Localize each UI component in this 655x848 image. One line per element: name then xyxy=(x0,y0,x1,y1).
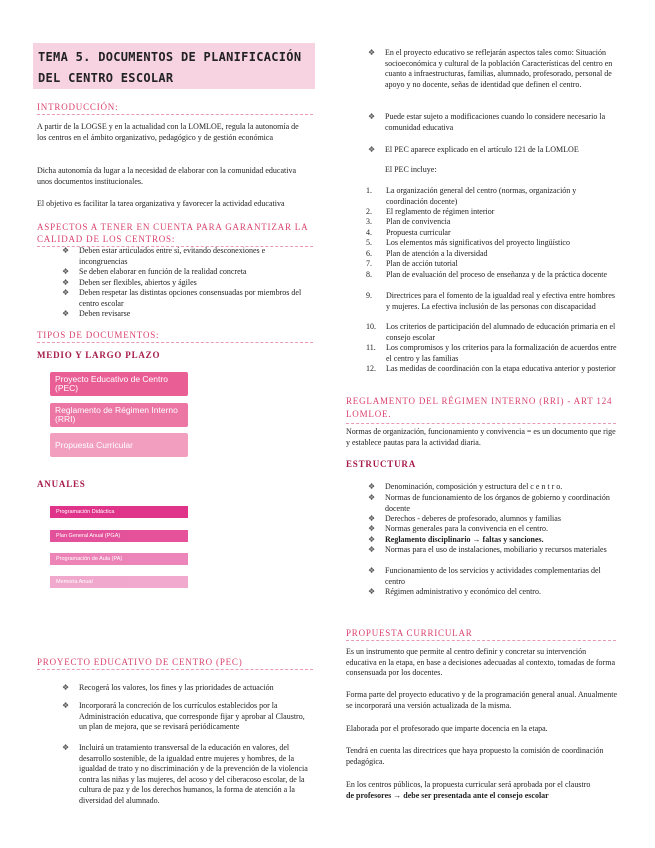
box-pec: Proyecto Educativo de Centro (PEC) xyxy=(50,372,188,396)
numbered-item: 12. Las medidas de coordinación con la etapa educativa anterior y posterior xyxy=(366,364,616,373)
list-item: ❖ Recogerá los valores, los fines y las prioridades de actuación xyxy=(62,683,274,692)
tipos-heading: TIPOS DE DOCUMENTOS: xyxy=(37,330,313,343)
intro-heading: INTRODUCCIÓN: xyxy=(37,102,313,115)
numbered-item: 2. El reglamento de régimen interior xyxy=(366,207,495,216)
list-item: ❖ Deben ser flexibles, abiertos y ágiles xyxy=(62,278,197,287)
list-item: ❖ Deben respetar las distintas opciones consensuadas por miembros del centro escolar xyxy=(62,288,302,308)
list-item: ❖ Reglamento disciplinario → faltas y sanciones. xyxy=(368,535,544,544)
propuesta-paragraph-5: En los centros públicos, la propuesta curricular será aprobada por el claustro xyxy=(346,780,591,789)
medio-heading: MEDIO Y LARGO PLAZO xyxy=(37,350,161,360)
numbered-item: 11. Los compromisos y los criterios para la formalización de acuerdos entre el centro y las familias xyxy=(366,343,617,363)
list-item: ❖ Deben estar articulados entre sí, evitando desconexiones e incongruencias xyxy=(62,246,266,266)
numbered-item: 1. La organización general del centro (normas, organización y coordinación docente) xyxy=(366,186,577,206)
pec-heading: PROYECTO EDUCATIVO DE CENTRO (PEC) xyxy=(37,657,313,670)
list-item: ❖ Régimen administrativo y económico del centro. xyxy=(368,587,541,596)
propuesta-paragraph-1: Es un instrumento que permite al centro definir y concretar su intervención educativa en la etapa, en base a decisiones adecuadas al contexto, tomadas de forma consensuada por los docentes. xyxy=(346,647,615,677)
list-item: ❖ Derechos - deberes de profesorado, alumnos y familias xyxy=(368,514,561,523)
box-rri: Reglamento de Régimen Interno (RRI) xyxy=(50,403,188,427)
propuesta-paragraph-3: Elaborada por el profesorado que imparte docencia en la etapa. xyxy=(346,724,548,733)
list-item: ❖ Denominación, composición y estructura del c e n t r o. xyxy=(368,482,563,491)
intro-paragraph-2: Dicha autonomía da lugar a la necesidad de elaborar con la comunidad educativa unos documentos institucionales. xyxy=(37,166,296,186)
numbered-item: 4. Propuesta curricular xyxy=(366,228,451,237)
list-item: ❖ Incluirá un tratamiento transversal de la educación en valores, del desarrollo sostenible, de la igualdad entre mujeres y hombres, de la igualdad de trato y no discriminación y de la prevención de la violencia contra las niñas y las mujeres, del acoso y del ciberacoso escolar, de la cultura de paz y de los derechos humanos, la forma de atención a la diversidad del alumnado. xyxy=(62,743,308,805)
propuesta-paragraph-2: Forma parte del proyecto educativo y de la programación general anual. Anualmente se incorporará una versión actualizada de la misma. xyxy=(346,690,618,710)
propuesta-paragraph-5b: de profesores → debe ser presentada ante el consejo escolar xyxy=(346,791,549,800)
list-item: ❖ En el proyecto educativo se reflejarán aspectos tales como: Situación socioeconómica y cultural de la población Características del centro en cuanto a infraestructuras, familias, alumnado, profesorado, personal de apoyo y no docente, señas de identidad que definen el centro. xyxy=(368,48,613,89)
list-item: ❖ El PEC aparece explicado en el artículo 121 de la LOMLOE xyxy=(368,145,579,154)
list-item: ❖ Normas de funcionamiento de los órganos de gobierno y coordinación docente xyxy=(368,493,610,513)
numbered-item: 7. Plan de acción tutorial xyxy=(366,259,458,268)
bar-pga: Plan General Anual (PGA) xyxy=(50,530,188,542)
bar-memoria: Memoria Anual xyxy=(50,576,188,588)
numbered-item: 10. Los criterios de participación del alumnado de educación primaria en el consejo escolar xyxy=(366,322,616,342)
propuesta-heading: PROPUESTA CURRICULAR xyxy=(346,628,616,641)
estructura-heading: ESTRUCTURA xyxy=(346,459,417,469)
intro-paragraph-3: El objetivo es facilitar la tarea organizativa y favorecer la actividad educativa xyxy=(37,199,285,208)
rri-text: Normas de organización, funcionamiento y convivencia = es un documento que rige y establece pautas para la actividad diaria. xyxy=(346,427,616,447)
numbered-item: 8. Plan de evaluación del proceso de enseñanza y de la práctica docente xyxy=(366,270,608,279)
aspectos-heading: ASPECTOS A TENER EN CUENTA PARA GARANTIZAR LA CALIDAD DE LOS CENTROS: xyxy=(37,221,313,247)
anuales-heading: ANUALES xyxy=(37,479,86,489)
propuesta-paragraph-4: Tendrá en cuenta las directrices que haya propuesto la comisión de coordinación pedagógica. xyxy=(346,746,604,766)
pec-incluye: El PEC incluye: xyxy=(385,165,437,174)
list-item: ❖ Se deben elaborar en función de la realidad concreta xyxy=(62,267,247,276)
box-propuesta: Propuesta Curricular xyxy=(50,433,188,457)
numbered-item: 9. Directrices para el fomento de la igualdad real y efectiva entre hombres y mujeres. La efectiva inclusión de las personas con discapacidad xyxy=(366,291,615,311)
intro-paragraph-1: A partir de la LOGSE y en la actualidad con la LOMLOE, regula la autonomía de los centros en el ámbito organizativo, pedagógico y de gestión económica xyxy=(37,122,299,142)
numbered-item: 6. Plan de atención a la diversidad xyxy=(366,249,488,258)
list-item: ❖ Deben revisarse xyxy=(62,309,131,318)
list-item: ❖ Puede estar sujeto a modificaciones cuando lo considere necesario la comunidad educativa xyxy=(368,112,606,132)
page-title: TEMA 5. DOCUMENTOS DE PLANIFICACIÓN DEL CENTRO ESCOLAR xyxy=(38,50,302,85)
numbered-item: 3. Plan de convivencia xyxy=(366,217,451,226)
list-item: ❖ Normas generales para la convivencia en el centro. xyxy=(368,524,549,533)
list-item: ❖ Funcionamiento de los servicios y actividades complementarias del centro xyxy=(368,566,601,586)
numbered-item: 5. Los elementos más significativos del proyecto lingüístico xyxy=(366,238,570,247)
bar-pa: Programación de Aula (PA) xyxy=(50,553,188,565)
list-item: ❖ Incorporará la concreción de los currículos establecidos por la Administración educativa, que corresponde fijar y aprobar al Claustro, un plan de mejora, que se revisará periódicamente xyxy=(62,701,305,731)
list-item: ❖ Normas para el uso de instalaciones, mobiliario y recursos materiales xyxy=(368,545,607,554)
rri-heading: REGLAMENTO DEL RÉGIMEN INTERNO (RRI) - ART 124 LOMLOE. xyxy=(346,395,616,424)
bar-programacion-didactica: Programación Didáctica xyxy=(50,506,188,518)
